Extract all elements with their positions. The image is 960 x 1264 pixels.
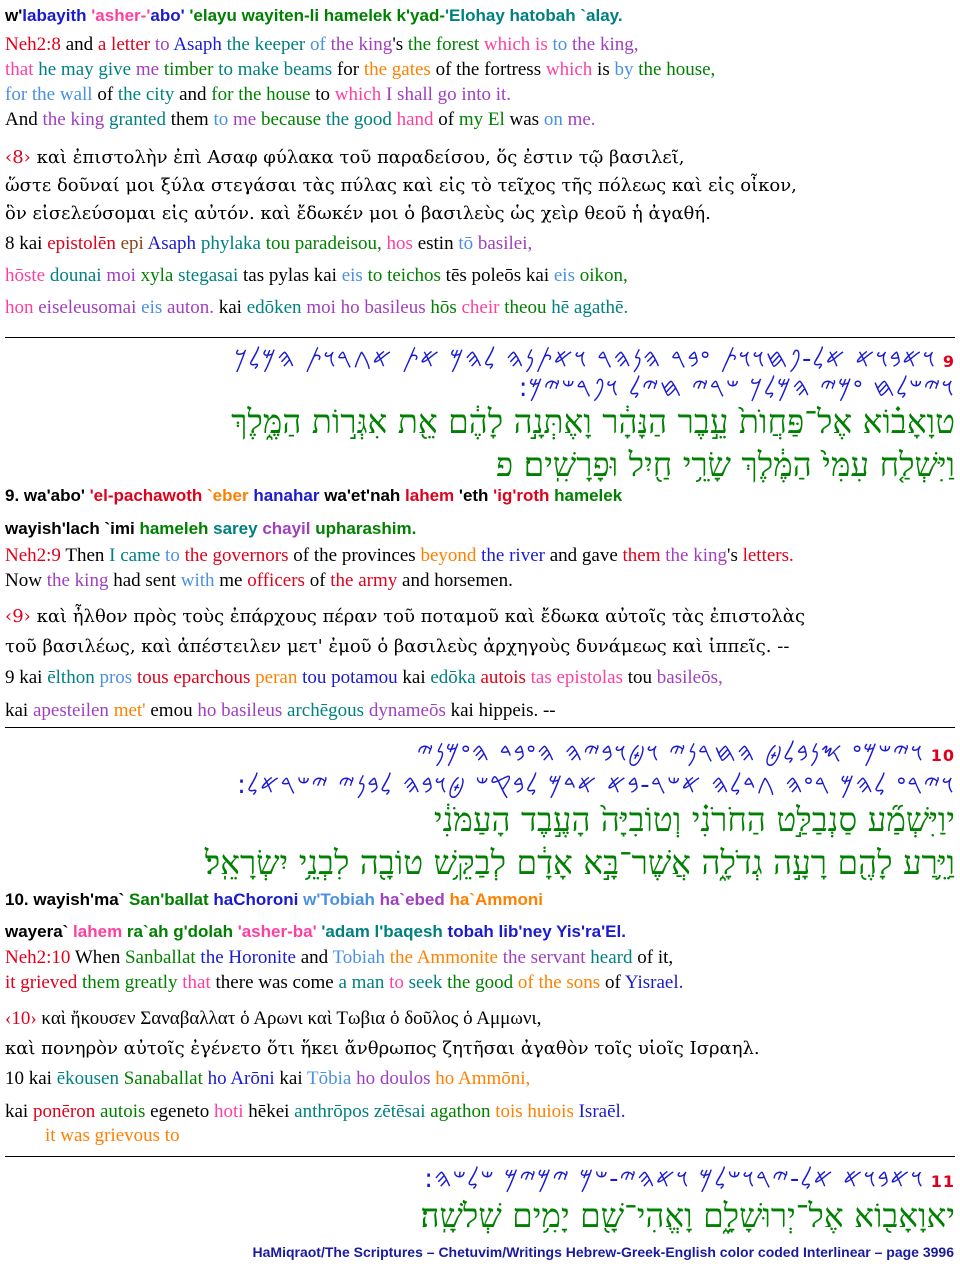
text-segment: 'asher-' xyxy=(91,6,151,25)
text-segment: to xyxy=(384,972,409,993)
text-segment: with xyxy=(180,570,215,591)
text-segment: which is xyxy=(479,34,553,55)
text-segment: Yisrael. xyxy=(624,972,684,993)
text-segment: ho doulos xyxy=(351,1068,436,1089)
text-segment: 'elayu wayiten-li hamelek k'yad- xyxy=(184,6,446,25)
text-line xyxy=(5,83,511,107)
text-segment: the good xyxy=(321,109,397,130)
text-segment: 'eth xyxy=(454,486,494,505)
text-segment: 'adam l'baqesh xyxy=(321,922,448,941)
text-segment: was xyxy=(504,109,544,130)
text-segment: officers xyxy=(247,570,305,591)
text-segment: Israēl. xyxy=(578,1101,626,1122)
text-segment: the keeper xyxy=(221,34,310,55)
text-segment: Asaph xyxy=(173,34,222,55)
text-segment: and gave xyxy=(549,545,623,566)
text-segment: wa'et'nah xyxy=(319,486,406,505)
text-segment: it grieved xyxy=(5,972,78,993)
text-segment: basilei, xyxy=(477,233,533,254)
text-segment: hoti xyxy=(209,1101,249,1122)
text-segment: eiseleusomai xyxy=(33,297,142,318)
text-segment: moi xyxy=(106,265,136,286)
text-line xyxy=(5,264,628,288)
text-segment: for the wall xyxy=(5,84,93,105)
text-segment: tois huiois xyxy=(495,1101,579,1122)
text-segment: eis xyxy=(553,265,575,286)
text-segment: hameleh xyxy=(139,519,209,538)
text-segment: stegasai xyxy=(178,265,239,286)
text-segment: apesteilen xyxy=(32,700,109,721)
text-segment: the Horonite xyxy=(195,947,301,968)
text-segment: heard xyxy=(590,947,633,968)
text-segment: to make beams xyxy=(218,59,337,80)
text-segment: hand xyxy=(396,109,434,130)
text-line xyxy=(5,296,628,320)
text-segment: tous eparchous xyxy=(136,667,251,688)
text-segment: the king xyxy=(660,545,728,566)
text-segment: tō xyxy=(453,233,478,254)
text-segment: dounai xyxy=(45,265,107,286)
text-line xyxy=(5,58,715,82)
text-segment: beyond xyxy=(420,545,477,566)
section-divider xyxy=(5,337,955,338)
text-segment: Tobiah xyxy=(332,947,386,968)
text-segment: 10 kai xyxy=(5,1068,57,1089)
text-line xyxy=(5,33,639,57)
text-segment: the Ammonite xyxy=(385,947,503,968)
text-segment: that xyxy=(5,59,34,80)
verse-number: 9 xyxy=(936,352,955,371)
text-segment: hon xyxy=(5,297,34,318)
text-segment: ēkousen xyxy=(56,1068,119,1089)
text-segment: Sanaballat xyxy=(118,1068,208,1089)
text-segment: hamelek xyxy=(549,486,623,505)
text-segment: haChoroni xyxy=(208,890,304,909)
text-segment: ēlthon xyxy=(47,667,95,688)
text-line xyxy=(5,1037,760,1061)
text-segment: eis xyxy=(141,297,163,318)
text-segment: eis xyxy=(341,265,363,286)
text-segment: the king, xyxy=(567,34,639,55)
text-segment: ha`ebed xyxy=(374,890,450,909)
text-segment: tou potamou xyxy=(302,667,398,688)
text-segment: ὃν εἰσελεύσομαι εἰς αὐτόν. καὶ ἔδωκέν μοι ὁ βασιλεὺς ὡς χεὶρ θεοῦ ἡ ἀγαθή. xyxy=(5,203,711,224)
text-segment: the king xyxy=(325,34,393,55)
text-segment: the gates xyxy=(363,59,431,80)
transliteration-line xyxy=(5,888,543,912)
text-segment: which xyxy=(545,59,593,80)
text-line xyxy=(5,174,797,198)
text-segment: seek xyxy=(408,972,443,993)
text-segment: timber xyxy=(159,59,219,80)
text-segment: peran xyxy=(250,667,303,688)
text-segment: the servant xyxy=(502,947,591,968)
text-segment: to xyxy=(552,34,568,55)
text-segment: he may give xyxy=(33,59,136,80)
hebrew-line: וַיֵּ֥רַע לָהֶ֖ם רָעָ֣ה גְדֹלָ֑ה אֲשֶׁר־בָּ֣א אָדָ֔ם לְבַקֵּ֥שׁ טוֹבָ֖ה לִבְנֵ֥י יִשְׂרָאֵֽל׃ xyxy=(204,843,955,882)
text-segment: Neh2:10 xyxy=(5,947,71,968)
hebrew-line: טוָאָב֗וֹא אֶל־פַּחֲוֺת֙ עֵ֣בֶר הַנָּהָ֔ר וָאֶתְּנָ֣ה לָהֶ֔ם אֵ֖ת אִגְּר֣וֹת הַמֶּ֑לֶךְ xyxy=(231,402,955,441)
text-line xyxy=(5,666,723,690)
text-segment: ho Ammōni, xyxy=(435,1068,531,1089)
paleo-text: 𐤅𐤉𐤓𐤏 𐤋𐤄𐤌 𐤓𐤏𐤄 𐤂𐤃𐤋𐤄 𐤀𐤔𐤓-𐤁𐤀 𐤀𐤃𐤌 𐤋𐤁𐤒𐤔 𐤈𐤅𐤁𐤄 𐤋𐤁𐤍𐤉 𐤉𐤔𐤓𐤀𐤋: xyxy=(237,770,955,800)
text-segment: my El xyxy=(458,109,505,130)
text-segment: estin xyxy=(417,233,454,254)
text-segment: ha`Ammoni xyxy=(449,890,543,909)
text-segment: tou xyxy=(622,667,657,688)
text-segment: the forest xyxy=(407,34,480,55)
text-segment: wayera` xyxy=(5,922,74,941)
text-segment: 'Elohay hatobah `alay. xyxy=(445,6,623,25)
text-segment: agathon xyxy=(425,1101,496,1122)
text-segment: which xyxy=(334,84,382,105)
text-segment: to teichos xyxy=(362,265,446,286)
text-segment: them xyxy=(622,545,661,566)
text-segment: cheir xyxy=(461,297,500,318)
paleo-text: 𐤅𐤀𐤁𐤅𐤀 𐤀𐤋-𐤉𐤓𐤅𐤔𐤋𐤌 𐤅𐤀𐤄𐤉-𐤔𐤌 𐤉𐤌𐤉𐤌 𐤔𐤋𐤔𐤄: xyxy=(424,1164,925,1194)
text-segment: of it, xyxy=(632,947,674,968)
text-segment: hēkei xyxy=(248,1101,290,1122)
text-segment: chayil xyxy=(262,519,311,538)
text-segment: Now xyxy=(5,570,47,591)
paleo-hebrew-line xyxy=(424,1163,955,1198)
text-line xyxy=(5,4,623,28)
text-segment: for the house xyxy=(211,84,311,105)
text-line xyxy=(5,146,684,170)
text-segment: 's xyxy=(727,545,743,566)
text-segment: Then xyxy=(60,545,110,566)
text-segment: kai xyxy=(213,297,247,318)
hebrew-line: יאוָאָב֖וֹא אֶל־יְרוּשָׁלִָ֑ם וָאֱהִי־שָׁ֖ם יָמִ֥ים שְׁלֹשָֽׁה׃ xyxy=(420,1196,955,1235)
text-line xyxy=(5,920,626,944)
verse-number: 10 xyxy=(924,746,955,765)
text-segment: 8 kai xyxy=(5,233,48,254)
text-segment: letters. xyxy=(742,545,794,566)
text-segment: by xyxy=(614,59,634,80)
text-segment: of the fortress xyxy=(430,59,546,80)
text-segment: is xyxy=(592,59,615,80)
text-segment: tēs poleōs kai xyxy=(445,265,554,286)
text-segment: auton. xyxy=(162,297,214,318)
text-segment: kai xyxy=(274,1068,308,1089)
text-segment: me. xyxy=(562,109,596,130)
text-segment: it was grievous to xyxy=(45,1125,180,1146)
text-segment: 'asher-ba' xyxy=(237,922,322,941)
text-segment: w' xyxy=(5,6,23,25)
text-segment: 10. wayish'ma` xyxy=(5,890,130,909)
text-segment: hōste xyxy=(5,265,46,286)
text-segment: `eber xyxy=(202,486,254,505)
text-segment: to xyxy=(213,109,229,130)
text-segment: them xyxy=(170,109,214,130)
text-segment: me xyxy=(214,570,248,591)
text-segment: to xyxy=(310,84,335,105)
text-segment: Neh2:8 xyxy=(5,34,61,55)
text-segment: epi xyxy=(115,233,148,254)
text-segment: abo' xyxy=(150,6,185,25)
paleo-hebrew-line xyxy=(237,769,955,801)
text-segment: of the sons xyxy=(517,972,601,993)
paleo-text: 𐤅𐤉𐤔𐤋𐤇 𐤏𐤌𐤉 𐤄𐤌𐤋𐤊 𐤔𐤓𐤉 𐤇𐤉𐤋 𐤅𐤐𐤓𐤔𐤉𐤌: xyxy=(518,373,955,403)
text-segment: Tōbia xyxy=(307,1068,352,1089)
text-segment: Asaph xyxy=(147,233,197,254)
text-segment: of xyxy=(600,972,625,993)
text-segment: tobah lib'ney Yis'ra'El. xyxy=(447,922,626,941)
text-segment: καὶ πονηρὸν αὐτοῖς ἐγένετο ὅτι ἥκει ἄνθρωπος ζητῆσαι ἀγαθὸν τοῖς υἱοῖς Ισραηλ. xyxy=(5,1038,760,1059)
text-segment: met' xyxy=(108,700,151,721)
text-segment: καὶ ἤκουσεν Σαναβαλλατ ὁ Αρωνι καὶ Τωβια ὁ δοῦλος ὁ Αμμωνι, xyxy=(36,1008,542,1029)
text-segment: basileōs, xyxy=(656,667,723,688)
text-segment: anthrōpos xyxy=(289,1101,374,1122)
text-line xyxy=(5,569,513,593)
text-line xyxy=(5,232,532,256)
text-line xyxy=(5,699,556,723)
text-segment: edōka xyxy=(430,667,476,688)
text-segment: San'ballat xyxy=(129,890,209,909)
text-segment: for xyxy=(336,59,364,80)
text-segment: egeneto xyxy=(150,1101,210,1122)
text-segment: 9 kai xyxy=(5,667,48,688)
text-segment: sarey xyxy=(208,519,263,538)
text-segment: hē agathē. xyxy=(551,297,629,318)
text-segment: of xyxy=(433,109,459,130)
text-segment: And xyxy=(5,109,43,130)
text-line xyxy=(5,605,805,629)
text-segment: wayish'lach `imi xyxy=(5,519,140,538)
text-segment: the city xyxy=(117,84,175,105)
text-segment: ho basileus xyxy=(192,700,288,721)
transliteration-line xyxy=(5,484,622,508)
text-line xyxy=(5,946,673,970)
text-segment: phylaka xyxy=(196,233,266,254)
section-divider xyxy=(5,727,955,728)
text-segment: there was come xyxy=(210,972,339,993)
text-line xyxy=(5,635,789,659)
text-segment: Neh2:9 xyxy=(5,545,61,566)
text-segment: ra`ah g'dolah xyxy=(122,922,238,941)
text-segment: a man xyxy=(338,972,385,993)
text-segment: ponēron xyxy=(32,1101,96,1122)
text-segment: and xyxy=(300,947,333,968)
text-segment: the governors xyxy=(184,545,289,566)
text-segment: theou xyxy=(499,297,552,318)
text-line xyxy=(5,517,416,541)
text-segment: moi xyxy=(301,297,341,318)
text-segment: ὥστε δοῦναί μοι ξύλα στεγάσαι τὰς πύλας καὶ εἰς τὸ τεῖχος τῆς πόλεως καὶ εἰς οἶκον, xyxy=(5,175,797,196)
text-segment: of xyxy=(92,84,118,105)
text-line xyxy=(45,1124,180,1148)
text-segment: a letter xyxy=(97,34,151,55)
text-segment: labayith xyxy=(22,6,87,25)
text-segment: ho basileus xyxy=(340,297,426,318)
paleo-text: 𐤅𐤉𐤔𐤌𐤏 𐤎𐤍𐤁𐤋𐤈 𐤄𐤇𐤓𐤍𐤉 𐤅𐤈𐤅𐤁𐤉𐤄 𐤄𐤏𐤁𐤃 𐤄𐤏𐤌𐤍𐤉 xyxy=(416,738,925,768)
text-segment: ‹9› xyxy=(5,606,31,627)
text-segment: ‹8› xyxy=(5,147,31,168)
text-segment: and xyxy=(60,34,98,55)
text-segment: kai xyxy=(5,700,33,721)
text-segment: and horsemen. xyxy=(397,570,513,591)
text-segment: pros xyxy=(94,667,137,688)
paleo-hebrew-line xyxy=(417,737,955,772)
text-segment: kai xyxy=(5,1101,33,1122)
verse-number: 11 xyxy=(924,1172,955,1191)
text-segment: xyla xyxy=(135,265,179,286)
text-segment: lahem xyxy=(73,922,123,941)
text-segment: I shall go into it. xyxy=(381,84,512,105)
text-segment: archēgous xyxy=(287,700,365,721)
text-segment: because xyxy=(260,109,322,130)
text-line xyxy=(5,971,683,995)
text-segment: καὶ ἐπιστολὴν ἐπὶ Ασαφ φύλακα τοῦ παραδείσου, ὅς ἐστιν τῷ βασιλεῖ, xyxy=(30,147,685,168)
text-segment: granted xyxy=(104,109,171,130)
text-line xyxy=(5,1007,541,1031)
text-segment: καὶ ἦλθον πρὸς τοὺς ἐπάρχους πέραν τοῦ ποταμοῦ καὶ ἔδωκα αὐτοῖς τὰς ἐπιστολὰς xyxy=(30,606,806,627)
text-segment: zētēsai xyxy=(373,1101,426,1122)
hebrew-line: יוַיִּשְׁמַ֞ע סַנְבַלַּ֣ט הַחֹרֹנִ֗י וְטוֹבִיָּה֙ הָעֶ֣בֶד הָעַמֹּנִ֔י xyxy=(433,800,955,839)
text-segment: of xyxy=(309,34,326,55)
text-segment: lahem xyxy=(405,486,455,505)
text-segment: me xyxy=(135,59,160,80)
text-segment: tas pylas kai xyxy=(238,265,342,286)
text-segment: had sent xyxy=(108,570,181,591)
text-segment: 's xyxy=(392,34,408,55)
text-line xyxy=(5,108,596,132)
text-segment: them greatly xyxy=(77,972,183,993)
text-segment: ho Arōni xyxy=(207,1068,275,1089)
text-segment: edōken xyxy=(246,297,302,318)
text-segment: the king xyxy=(46,570,109,591)
text-segment: dynameōs xyxy=(364,700,451,721)
text-segment: and xyxy=(174,84,212,105)
text-line xyxy=(5,1100,626,1124)
text-segment: the king xyxy=(42,109,105,130)
text-segment: Sanballat xyxy=(124,947,196,968)
text-line xyxy=(5,1067,530,1091)
text-segment: the army xyxy=(330,570,398,591)
text-segment: emou xyxy=(150,700,193,721)
page-footer: HaMiqraot/The Scriptures – Chetuvim/Writings Hebrew-Greek-English color coded Interlinear – page 3996 xyxy=(252,1244,954,1260)
section-divider xyxy=(5,1156,955,1157)
text-segment: 'ig'roth xyxy=(493,486,550,505)
text-segment: I came xyxy=(109,545,161,566)
text-segment: to xyxy=(160,545,185,566)
text-segment: tou paradeisou, xyxy=(265,233,382,254)
text-segment: hos xyxy=(381,233,418,254)
text-segment: of xyxy=(304,570,331,591)
text-segment: w'Tobiah xyxy=(303,890,375,909)
text-segment: 'el-pachawoth xyxy=(89,486,203,505)
text-segment: tas epistolas xyxy=(530,667,623,688)
text-segment: hanahar xyxy=(253,486,320,505)
text-segment: kai hippeis. -- xyxy=(450,700,556,721)
text-segment: autois xyxy=(475,667,531,688)
text-segment: autois xyxy=(95,1101,151,1122)
text-segment: epistolēn xyxy=(47,233,116,254)
text-segment: When xyxy=(70,947,125,968)
text-segment: upharashim. xyxy=(310,519,417,538)
text-segment: to xyxy=(150,34,174,55)
text-segment: the river xyxy=(476,545,550,566)
paleo-text: 𐤅𐤀𐤁𐤅𐤀 𐤀𐤋-𐤐𐤇𐤅𐤅𐤕 𐤏𐤁𐤓 𐤄𐤍𐤄𐤓 𐤅𐤀𐤕𐤍𐤄 𐤋𐤄𐤌 𐤀𐤕 𐤀𐤂𐤓𐤅𐤕 𐤄𐤌𐤋𐤊 xyxy=(234,344,937,374)
text-segment: on xyxy=(543,109,563,130)
text-segment: ‹10› xyxy=(5,1008,37,1029)
text-segment: the house, xyxy=(633,59,716,80)
text-segment: the good xyxy=(442,972,518,993)
text-line xyxy=(5,544,794,568)
hebrew-line: וַיִּשְׁלַ֤ח עִמִּי֙ הַמֶּ֔לֶךְ שָׂרֵ֥י חַ֖יִל וּפָרָשִֽׁים׃ פ xyxy=(495,445,955,484)
text-segment: oikon, xyxy=(574,265,628,286)
text-line xyxy=(5,202,711,226)
text-segment: τοῦ βασιλέως, καὶ ἀπέστειλεν μετ' ἐμοῦ ὁ βασιλεὺς ἀρχηγοὺς δυνάμεως καὶ ἱππεῖς. -- xyxy=(5,636,790,657)
text-segment: hōs xyxy=(425,297,462,318)
text-segment: me xyxy=(228,109,261,130)
text-segment: that xyxy=(182,972,211,993)
text-segment: of the provinces xyxy=(288,545,421,566)
text-segment: kai xyxy=(397,667,431,688)
text-segment: 9. wa'abo' xyxy=(5,486,90,505)
